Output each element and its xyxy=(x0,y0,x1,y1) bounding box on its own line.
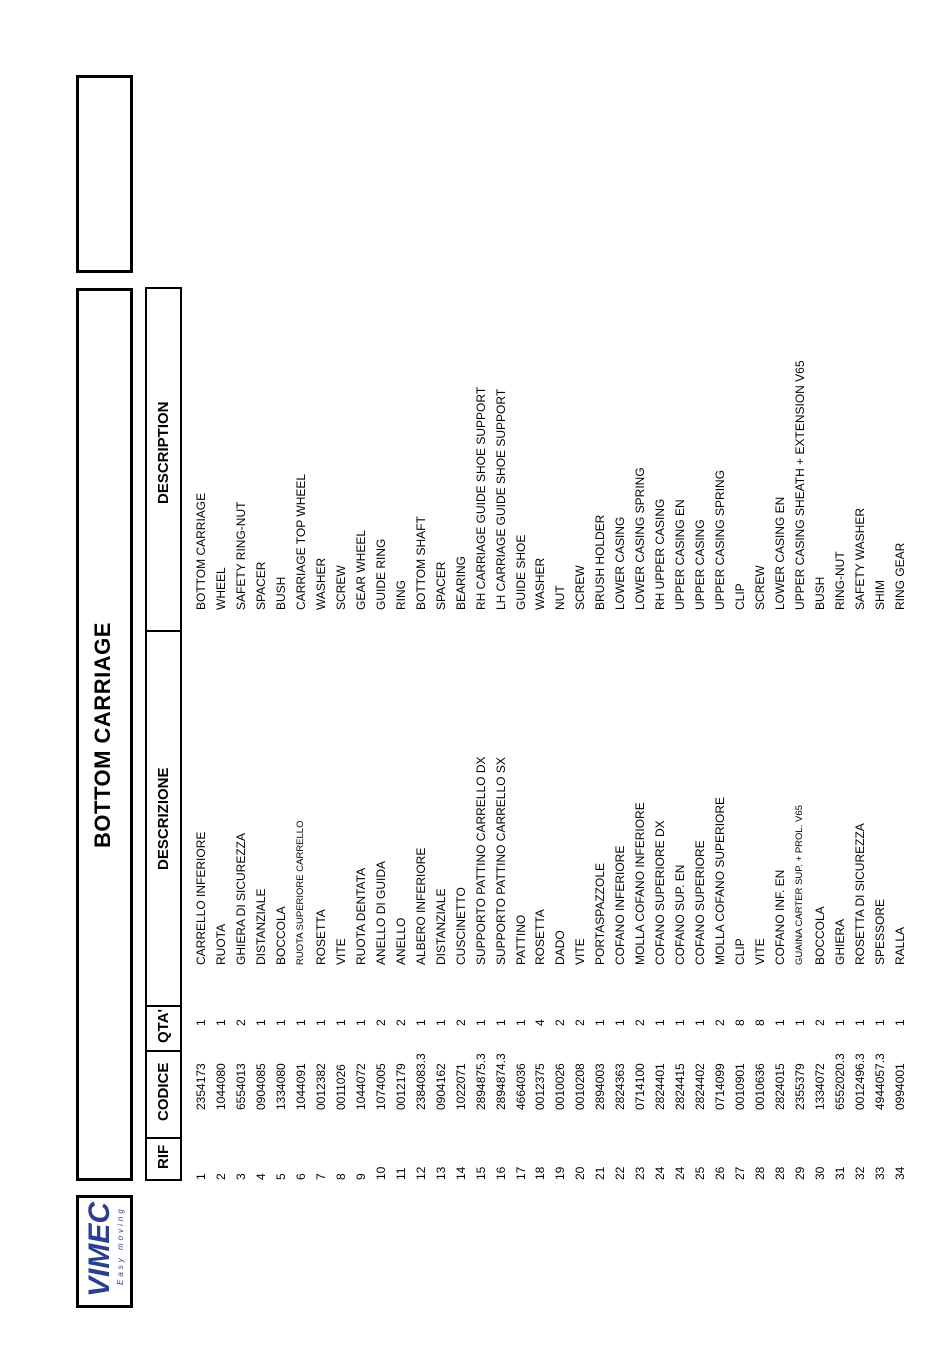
cell-description: BUSH xyxy=(273,576,288,610)
cell-description: GEAR WHEEL xyxy=(353,529,368,610)
header-description: DESCRIPTION xyxy=(155,400,172,504)
cell-rif: 15 xyxy=(473,1166,488,1180)
cell-description: BRUSH HOLDER xyxy=(593,514,608,610)
cell-description: RH UPPER CASING xyxy=(653,498,668,610)
cell-codice: 1334080 xyxy=(273,1063,288,1110)
cell-rif: 33 xyxy=(872,1166,887,1180)
cell-descrizione: GUAINA CARTER SUP. + PROL. V65 xyxy=(794,805,806,965)
cell-qta: 1 xyxy=(333,1019,348,1026)
cell-rif: 20 xyxy=(573,1166,588,1180)
cell-codice: 2824401 xyxy=(653,1063,668,1110)
cell-codice: 0904085 xyxy=(253,1063,268,1110)
cell-qta: 1 xyxy=(613,1019,628,1026)
cell-qta: 2 xyxy=(453,1019,468,1026)
cell-description: LOWER CASING SPRING xyxy=(633,467,648,610)
cell-description: WASHER xyxy=(533,557,548,610)
cell-descrizione: COFANO INFERIORE xyxy=(613,845,628,965)
cell-description: UPPER CASING xyxy=(693,519,708,610)
cell-rif: 24 xyxy=(673,1166,688,1180)
cell-rif: 27 xyxy=(733,1166,748,1180)
cell-qta: 1 xyxy=(273,1019,288,1026)
cell-rif: 31 xyxy=(833,1166,848,1180)
cell-descrizione: COFANO SUPERIORE xyxy=(693,840,708,965)
cell-rif: 24 xyxy=(653,1166,668,1180)
cell-descrizione: COFANO INF. EN xyxy=(773,869,788,965)
header-column-separator xyxy=(145,1137,182,1139)
cell-descrizione: ANELLO xyxy=(393,917,408,965)
cell-rif: 12 xyxy=(413,1166,428,1180)
page-title: BOTTOM CARRIAGE xyxy=(90,622,115,848)
cell-codice: 0012496.3 xyxy=(853,1053,867,1110)
header-column-separator xyxy=(145,630,182,632)
cell-descrizione: DISTANZIALE xyxy=(433,888,448,965)
cell-description: LH CARRIAGE GUIDE SHOE SUPPORT xyxy=(493,388,508,610)
cell-codice: 0010636 xyxy=(753,1063,768,1110)
cell-descrizione: COFANO SUP. EN xyxy=(673,864,688,965)
cell-codice: 2354173 xyxy=(194,1063,208,1110)
cell-qta: 1 xyxy=(413,1019,428,1026)
cell-rif: 2 xyxy=(213,1173,228,1180)
cell-rif: 11 xyxy=(393,1167,408,1180)
cell-description: SCREW xyxy=(573,565,588,610)
cell-descrizione: DISTANZIALE xyxy=(253,888,268,965)
cell-description: CARRIAGE TOP WHEEL xyxy=(293,473,308,610)
cell-rif: 6 xyxy=(293,1173,308,1180)
cell-codice: 0714099 xyxy=(713,1063,728,1110)
cell-rif: 25 xyxy=(693,1166,708,1180)
cell-description: UPPER CASING SPRING xyxy=(713,469,728,610)
cell-codice: 0010026 xyxy=(553,1063,568,1110)
cell-rif: 29 xyxy=(793,1166,808,1180)
cell-description: WHEEL xyxy=(213,567,228,610)
cell-descrizione: SUPPORTO PATTINO CARRELLO DX xyxy=(473,756,488,965)
cell-qta: 2 xyxy=(393,1019,408,1026)
cell-rif: 9 xyxy=(353,1173,368,1180)
cell-description: RING xyxy=(393,580,408,610)
cell-rif: 17 xyxy=(513,1166,528,1180)
cell-description: RING-NUT xyxy=(833,551,848,610)
cell-descrizione: BOCCOLA xyxy=(813,906,828,965)
cell-qta: 1 xyxy=(493,1019,508,1026)
cell-description: GUIDE SHOE xyxy=(513,534,528,610)
cell-rif: 32 xyxy=(853,1166,867,1180)
cell-descrizione: SUPPORTO PATTINO CARRELLO SX xyxy=(493,757,508,965)
cell-codice: 2824015 xyxy=(773,1063,788,1110)
cell-codice: 0010208 xyxy=(573,1063,588,1110)
cell-codice: 2824363 xyxy=(613,1063,628,1110)
header-column-separator xyxy=(145,1005,182,1007)
header-qta: QTA' xyxy=(155,1008,172,1043)
cell-descrizione: RUOTA xyxy=(213,923,228,965)
logo-tagline: Easy moving xyxy=(116,1206,125,1285)
cell-rif: 30 xyxy=(813,1166,828,1180)
cell-rif: 16 xyxy=(493,1166,508,1180)
cell-qta: 1 xyxy=(213,1019,228,1026)
cell-descrizione: VITE xyxy=(753,938,768,965)
cell-qta: 1 xyxy=(353,1019,368,1026)
cell-rif: 22 xyxy=(613,1166,628,1180)
cell-qta: 1 xyxy=(653,1019,668,1026)
cell-description: BUSH xyxy=(813,576,828,610)
cell-qta: 1 xyxy=(892,1019,907,1026)
cell-qta: 1 xyxy=(793,1019,808,1026)
cell-qta: 1 xyxy=(313,1019,328,1026)
cell-codice: 0011026 xyxy=(333,1064,348,1110)
header-codice: CODICE xyxy=(155,1062,172,1121)
cell-codice: 1022071 xyxy=(453,1063,468,1110)
cell-description: BOTTOM SHAFT xyxy=(413,516,428,610)
cell-rif: 21 xyxy=(593,1166,608,1180)
cell-codice: 1044072 xyxy=(353,1063,368,1110)
cell-qta: 2 xyxy=(813,1019,828,1026)
cell-qta: 1 xyxy=(693,1019,708,1026)
cell-description: CLIP xyxy=(733,583,748,610)
cell-description: NUT xyxy=(553,585,568,610)
cell-descrizione: BOCCOLA xyxy=(273,906,288,965)
cell-qta: 2 xyxy=(373,1019,388,1026)
cell-rif: 10 xyxy=(373,1166,388,1180)
cell-qta: 4 xyxy=(533,1019,548,1026)
cell-rif: 3 xyxy=(233,1173,248,1180)
cell-qta: 1 xyxy=(833,1019,848,1026)
cell-rif: 13 xyxy=(433,1166,448,1180)
cell-description: BEARING xyxy=(453,555,468,610)
cell-qta: 1 xyxy=(194,1019,208,1026)
cell-rif: 23 xyxy=(633,1166,648,1180)
cell-descrizione: ROSETTA xyxy=(533,909,548,965)
header-divider-rif xyxy=(145,1136,147,1181)
cell-qta: 1 xyxy=(513,1019,528,1026)
cell-descrizione: ROSETTA DI SICUREZZA xyxy=(853,823,867,965)
cell-rif: 8 xyxy=(333,1173,348,1180)
cell-codice: 1044091 xyxy=(293,1063,308,1110)
blank-box xyxy=(76,75,133,273)
cell-rif: 5 xyxy=(273,1173,288,1180)
cell-qta: 2 xyxy=(233,1019,248,1026)
cell-rif: 26 xyxy=(713,1166,728,1180)
cell-codice: 4944057.3 xyxy=(872,1053,887,1110)
cell-qta: 2 xyxy=(553,1019,568,1026)
cell-qta: 1 xyxy=(473,1019,488,1026)
cell-codice: 2355379 xyxy=(793,1063,808,1110)
cell-qta: 1 xyxy=(773,1019,788,1026)
cell-description: GUIDE RING xyxy=(373,538,388,610)
cell-codice: 6554013 xyxy=(233,1063,248,1110)
cell-codice: 6552020.3 xyxy=(833,1053,848,1110)
cell-codice: 4664036 xyxy=(513,1063,528,1110)
cell-description: SHIM xyxy=(872,580,887,610)
cell-description: SPACER xyxy=(433,561,448,610)
cell-qta: 2 xyxy=(573,1019,588,1026)
cell-description: SPACER xyxy=(253,561,268,610)
cell-descrizione: CLIP xyxy=(733,938,748,965)
cell-descrizione: DADO xyxy=(553,930,568,965)
cell-descrizione: MOLLA COFANO SUPERIORE xyxy=(713,796,728,965)
cell-qta: 1 xyxy=(293,1019,308,1026)
cell-qta: 1 xyxy=(593,1019,608,1026)
cell-qta: 1 xyxy=(853,1019,867,1026)
cell-rif: 28 xyxy=(753,1166,768,1180)
cell-rif: 7 xyxy=(313,1173,328,1180)
cell-codice: 2384083.3 xyxy=(413,1053,428,1110)
cell-codice: 0714100 xyxy=(633,1063,648,1110)
cell-description: SCREW xyxy=(753,565,768,610)
cell-descrizione: GHIERA xyxy=(833,918,848,965)
cell-descrizione: ROSETTA xyxy=(313,909,328,965)
cell-codice: 2824402 xyxy=(693,1063,708,1110)
cell-descrizione: RALLA xyxy=(892,926,907,965)
cell-descrizione: COFANO SUPERIORE DX xyxy=(653,820,668,965)
cell-description: SAFETY RING-NUT xyxy=(233,501,248,610)
cell-rif: 4 xyxy=(253,1173,268,1180)
cell-codice: 0012179 xyxy=(393,1063,408,1110)
cell-description: RING GEAR xyxy=(892,542,907,610)
cell-codice: 2894874.3 xyxy=(493,1053,508,1110)
cell-description: SAFETY WASHER xyxy=(853,507,867,610)
cell-qta: 1 xyxy=(253,1019,268,1026)
cell-rif: 14 xyxy=(453,1166,468,1180)
cell-qta: 1 xyxy=(433,1019,448,1026)
cell-descrizione: MOLLA COFANO INFERIORE xyxy=(633,802,648,965)
cell-codice: 2824415 xyxy=(673,1063,688,1110)
cell-codice: 1044080 xyxy=(213,1063,228,1110)
header-rif: RIF xyxy=(155,1144,172,1169)
cell-description: UPPER CASING EN xyxy=(673,499,688,610)
cell-rif: 1 xyxy=(194,1173,208,1180)
cell-descrizione: SPESSORE xyxy=(872,898,887,965)
cell-qta: 1 xyxy=(872,1019,887,1026)
cell-qta: 2 xyxy=(633,1019,648,1026)
cell-description: LOWER CASING EN xyxy=(773,496,788,610)
cell-descrizione: RUOTA DENTATA xyxy=(353,867,368,965)
cell-qta: 2 xyxy=(713,1019,728,1026)
cell-qta: 1 xyxy=(673,1019,688,1026)
cell-descrizione: CARRELLO INFERIORE xyxy=(194,831,208,965)
cell-descrizione: VITE xyxy=(573,938,588,965)
cell-description: UPPER CASING SHEATH + EXTENSION V65 xyxy=(793,360,808,610)
cell-codice: 2894875.3 xyxy=(473,1053,488,1110)
cell-descrizione: ANELLO DI GUIDA xyxy=(373,860,388,965)
cell-descrizione: CUSCINETTO xyxy=(453,887,468,965)
cell-codice: 0010901 xyxy=(733,1063,748,1110)
cell-description: WASHER xyxy=(313,557,328,610)
cell-codice: 0904162 xyxy=(433,1063,448,1110)
header-descrizione: DESCRIZIONE xyxy=(155,766,172,870)
logo-brand: VIMEC xyxy=(83,1201,116,1297)
cell-descrizione: VITE xyxy=(333,938,348,965)
cell-codice: 1334072 xyxy=(813,1063,828,1110)
cell-codice: 0994001 xyxy=(892,1063,907,1110)
cell-description: LOWER CASING xyxy=(613,516,628,610)
cell-descrizione: RUOTA SUPERIORE CARRELLO xyxy=(294,820,306,965)
cell-descrizione: PORTASPAZZOLE xyxy=(593,862,608,965)
cell-description: SCREW xyxy=(333,565,348,610)
cell-rif: 34 xyxy=(892,1166,907,1180)
cell-qta: 8 xyxy=(753,1019,768,1026)
cell-descrizione: ALBERO INFERIORE xyxy=(413,847,428,965)
cell-rif: 19 xyxy=(553,1166,568,1180)
cell-descrizione: PATTINO xyxy=(513,914,528,965)
cell-codice: 2894003 xyxy=(593,1063,608,1110)
cell-rif: 28 xyxy=(773,1166,788,1180)
cell-codice: 0012375 xyxy=(533,1063,548,1110)
vimec-logo xyxy=(79,1198,130,1305)
cell-description: BOTTOM CARRIAGE xyxy=(194,492,208,610)
cell-rif: 18 xyxy=(533,1166,548,1180)
cell-qta: 8 xyxy=(733,1019,748,1026)
header-column-separator xyxy=(145,1050,182,1052)
cell-descrizione: GHIERA DI SICUREZZA xyxy=(233,832,248,965)
cell-description: RH CARRIAGE GUIDE SHOE SUPPORT xyxy=(473,386,488,610)
cell-codice: 1074005 xyxy=(373,1063,388,1110)
cell-codice: 0012382 xyxy=(313,1063,328,1110)
